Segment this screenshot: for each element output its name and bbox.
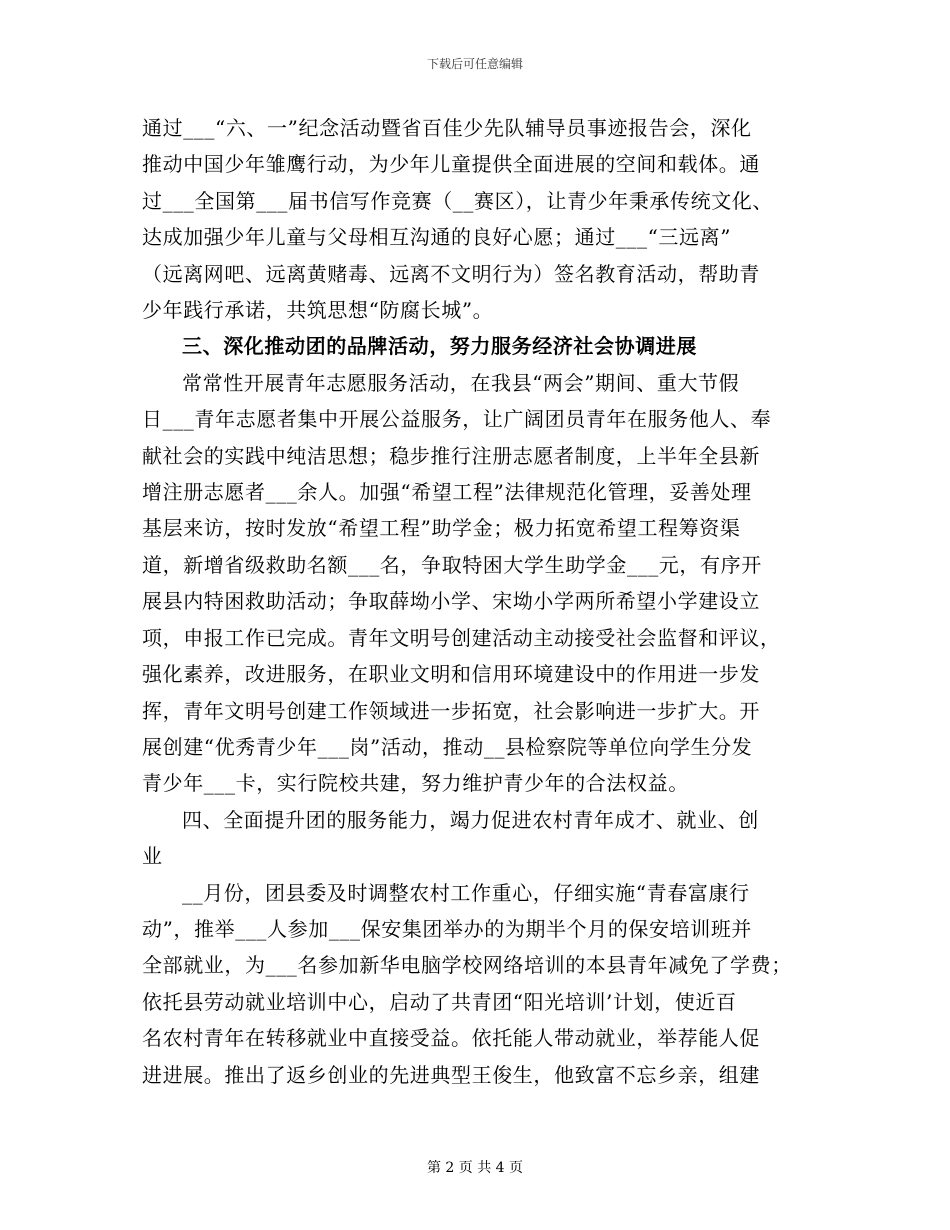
body-line: 过___全国第___届书信写作竞赛（__赛区），让青少年秉承传统文化、	[142, 188, 773, 213]
body-line: 日___青年志愿者集中开展公益服务，让广阔团员青年在服务他人、奉	[142, 407, 772, 432]
body-line: __月份，团县委及时调整农村工作重心，仔细实施“青春富康行	[182, 880, 750, 905]
body-line: 展县内特困救助活动；争取薛坳小学、宋坳小学两所希望小学建设立	[142, 589, 760, 614]
body-line: 展创建“优秀青少年___岗”活动，推动__县检察院等单位向学生分发	[142, 734, 753, 759]
section-heading-4: 四、全面提升团的服务能力，竭力促进农村青年成才、就业、创	[182, 807, 759, 832]
body-line: 青少年___卡，实行院校共建，努力维护青少年的合法权益。	[142, 771, 689, 796]
body-line: 依托县劳动就业培训中心，启动了共青团“阳光培训’计划，使近百	[142, 989, 737, 1014]
section-heading-3: 三、深化推动团的品牌活动，努力服务经济社会协调进展	[182, 334, 697, 359]
page-header: 下载后可任意编辑	[426, 57, 523, 71]
body-line: 业	[142, 844, 163, 869]
body-line: 常常性开展青年志愿服务活动，在我县“两会”期间、重大节假	[182, 370, 740, 395]
document-body	[142, 110, 808, 1093]
body-line: 项，申报工作已完成。青年文明号创建活动主动接受社会监督和评议，	[142, 625, 781, 650]
body-line: 动”，推举___人参加___保安集团举办的为期半个月的保安培训班并	[142, 916, 753, 941]
body-line: 强化素养，改进服务，在职业文明和信用环境建设中的作用进一步发	[142, 662, 760, 687]
body-line: 推动中国少年雏鹰行动，为少年儿童提供全面进展的空间和载体。通	[142, 152, 760, 177]
page-number: 第 2 页 共 4 页	[426, 1160, 524, 1176]
body-line: 名农村青年在转移就业中直接受益。依托能人带动就业，举荐能人促	[142, 1026, 760, 1051]
body-line: 道，新增省级救助名额___名，争取特困大学生助学金___元，有序开	[142, 552, 762, 577]
body-line: 全部就业，为___名参加新华电脑学校网络培训的本县青年减免了学费；	[142, 953, 792, 978]
body-line: 挥，青年文明号创建工作领域进一步拓宽，社会影响进一步扩大。开	[142, 698, 760, 723]
body-line: 达成加强少年儿童与父母相互沟通的良好心愿；通过___“三远离”	[142, 225, 732, 250]
body-line: 基层来访，按时发放“希望工程”助学金；极力拓宽希望工程筹资渠	[142, 516, 741, 541]
body-line: 增注册志愿者___余人。加强“希望工程”法律规范化管理，妥善处理	[142, 480, 752, 505]
body-line: 少年践行承诺，共筑思想“防腐长城”。	[142, 298, 494, 323]
body-line: 进进展。推出了返乡创业的先进典型王俊生，他致富不忘乡亲，组建	[142, 1062, 760, 1087]
body-line: 通过___“六、一”纪念活动暨省百佳少先队辅导员事迹报告会，深化	[142, 116, 752, 140]
body-line: 献社会的实践中纯洁思想；稳步推行注册志愿者制度，上半年全县新	[142, 443, 760, 468]
body-line: （远离网吧、远离黄赌毒、远离不文明行为）签名教育活动，帮助青	[142, 261, 760, 286]
